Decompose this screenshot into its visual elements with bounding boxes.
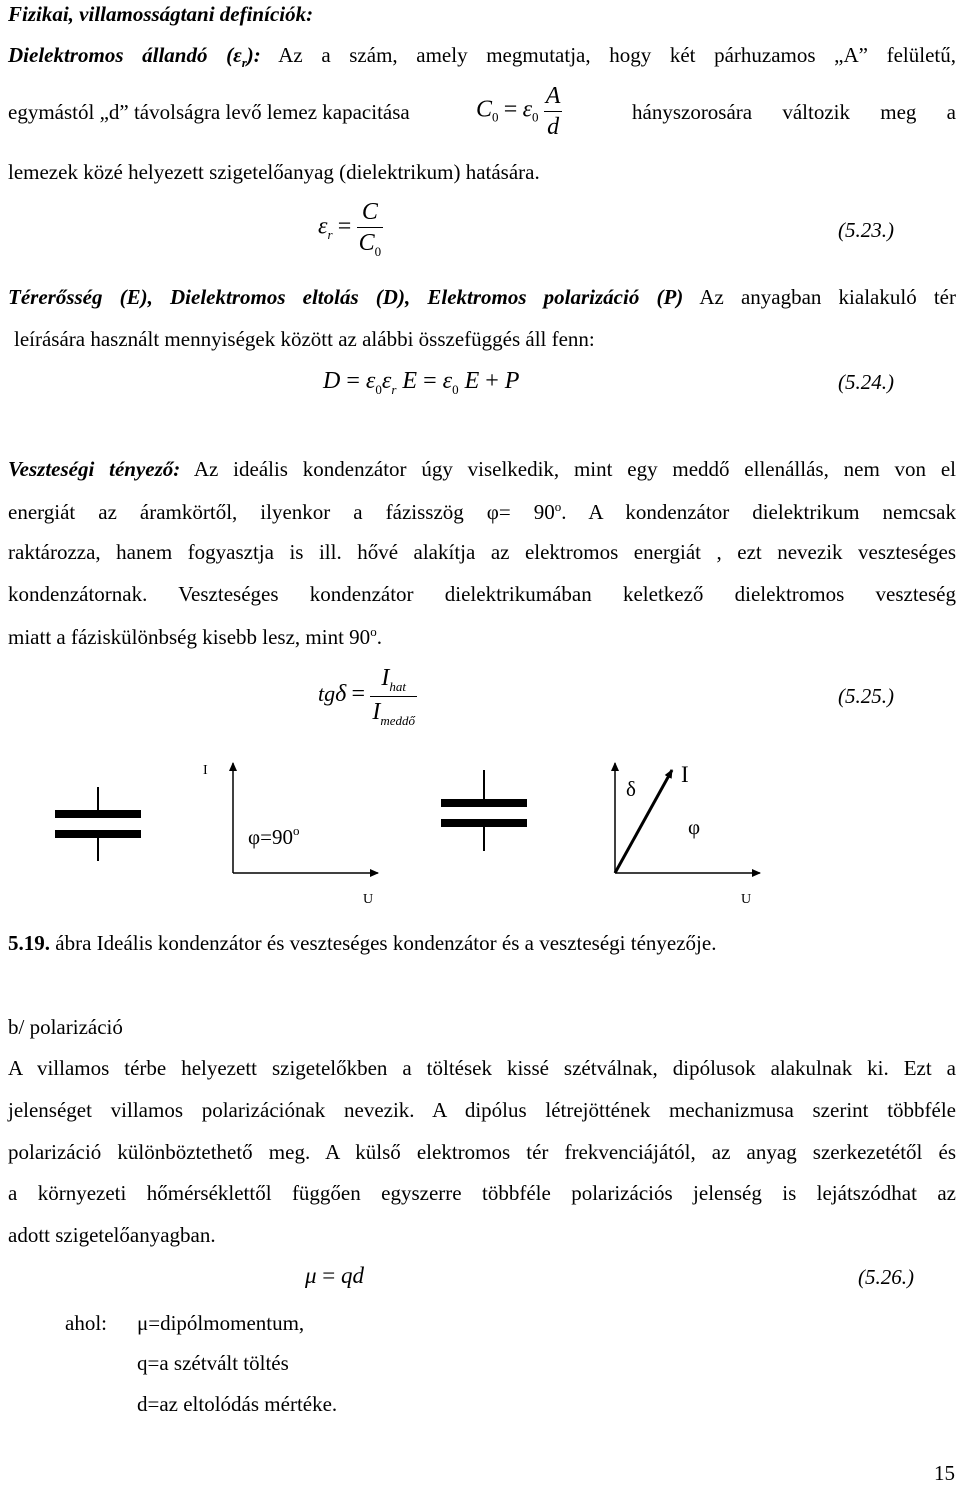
field-term: Térerősség (E), Dielektromos eltolás (D), Elektromos polarizáció (P) xyxy=(8,285,684,309)
ideal-phasor-diagram xyxy=(203,763,378,907)
formula-label-5-25: (5.25.) xyxy=(838,684,894,708)
lossy-current-vector xyxy=(615,770,672,873)
formula-5-25: tgδ = $\frac{I_{hat}}{I_{meddő}}$ xyxy=(318,665,415,728)
ideal-current-label: I xyxy=(203,763,208,778)
dielectric-line-2-left: egymástól „d” távolságra levő lemez kapacitása xyxy=(8,100,410,124)
capacitance-formula: $C_0 = \varepsilon_0$ $\frac{A}{d}$ xyxy=(476,83,561,140)
field-line-2: leírására használt mennyiségek között az alábbi összefüggés áll fenn: xyxy=(14,327,595,351)
lossy-current-label: I xyxy=(681,762,689,787)
page-heading: Fizikai, villamosságtani definíciók: xyxy=(8,2,314,26)
definition-charge: q=a szétvált töltés xyxy=(137,1351,289,1375)
polarization-line-3: polarizáció különböztethető meg. A külső elektromos tér frekvenciájától, az anyag szerkezetétől és xyxy=(8,1140,956,1164)
loss-line-4: kondenzátornak. Veszteséges kondenzátor dielektrikumában keletkező dielektromos veszteség xyxy=(8,582,956,606)
lossy-voltage-label: U xyxy=(741,892,752,907)
definition-displacement: d=az eltolódás mértéke. xyxy=(137,1392,338,1416)
loss-text-1: Az ideális kondenzátor úgy viselkedik, mint egy meddő ellenállás, nem von el xyxy=(193,457,956,481)
dielectric-text-1: Az a szám, amely megmutatja, hogy két párhuzamos „A” felületű, xyxy=(278,43,956,67)
loss-line-2: energiát az áramkörtől, ilyenkor a fázisszög $\varphi= 90^o$. A kondenzátor dielektrikum nemcsak xyxy=(8,499,957,524)
lossy-delta-label: δ xyxy=(626,777,636,801)
formula-label-5-24: (5.24.) xyxy=(838,370,894,394)
polarization-line-2: jelenséget villamos polarizációnak nevezik. A dipólus létrejöttének mechanizmusa szerint többféle xyxy=(8,1098,956,1122)
ideal-capacitor-symbol xyxy=(55,787,141,861)
lossy-capacitor-symbol xyxy=(441,770,527,851)
formula-label-5-26: (5.26.) xyxy=(858,1265,914,1289)
formula-5-23: $\varepsilon_r$ = $\frac{C}{C_0}$ xyxy=(318,199,382,259)
formula-label-5-23: (5.23.) xyxy=(838,218,894,242)
polarization-line-4: a környezeti hőmérséklettől függően egyszerre többféle polarizációs jelenség is lejátszódhat az xyxy=(8,1181,956,1205)
field-line-1 xyxy=(8,287,956,308)
loss-term: Veszteségi tényező: xyxy=(8,457,181,481)
lossy-phasor-diagram xyxy=(615,762,760,907)
polarization-line-5: adott szigetelőanyagban. xyxy=(8,1223,216,1247)
polarization-line-1: A villamos térbe helyezett szigetelőkben a töltések kissé szétválnak, dipólusok alakulnak ki. Ezt a xyxy=(8,1056,956,1080)
ideal-phase-label: $\varphi=90^o$ xyxy=(248,823,300,849)
dielectric-line-3: lemezek közé helyezett szigetelőanyag (dielektrikum) hatására. xyxy=(8,160,540,184)
dielectric-line-2-right: hányszorosára változik meg a xyxy=(632,100,956,124)
page-number: 15 xyxy=(934,1461,955,1485)
figure-caption: 5.19. ábra Ideális kondenzátor és veszteséges kondenzátor és a veszteségi tényezője. xyxy=(8,931,717,955)
loss-line-5: miatt a fáziskülönbség kisebb lesz, mint 90$^o$. xyxy=(8,624,382,649)
polarization-heading: b/ polarizáció xyxy=(8,1015,123,1039)
dielectric-line-1 xyxy=(8,45,956,69)
loss-line-3: raktározza, hanem fogyasztja is ill. hővé alakítja az elektromos energiát , ezt nevezik veszteséges xyxy=(8,540,956,564)
formula-5-24: $D = \varepsilon_0\varepsilon_r$ $E = \varepsilon_0$ E + P xyxy=(323,368,520,397)
field-text-1: Az anyagban kialakuló tér xyxy=(699,285,956,309)
where-label: ahol: xyxy=(65,1311,107,1335)
loss-line-1 xyxy=(8,459,956,480)
lossy-phase-label: φ xyxy=(688,815,701,839)
dielectric-term: Dielektromos állandó $(\varepsilon_r)$: xyxy=(8,43,261,71)
capacitor-figure xyxy=(0,750,960,910)
definition-dipole-moment: μ=dipólmomentum, xyxy=(137,1311,305,1335)
ideal-voltage-label: U xyxy=(363,892,374,907)
formula-5-26: μ = qd xyxy=(305,1263,365,1288)
